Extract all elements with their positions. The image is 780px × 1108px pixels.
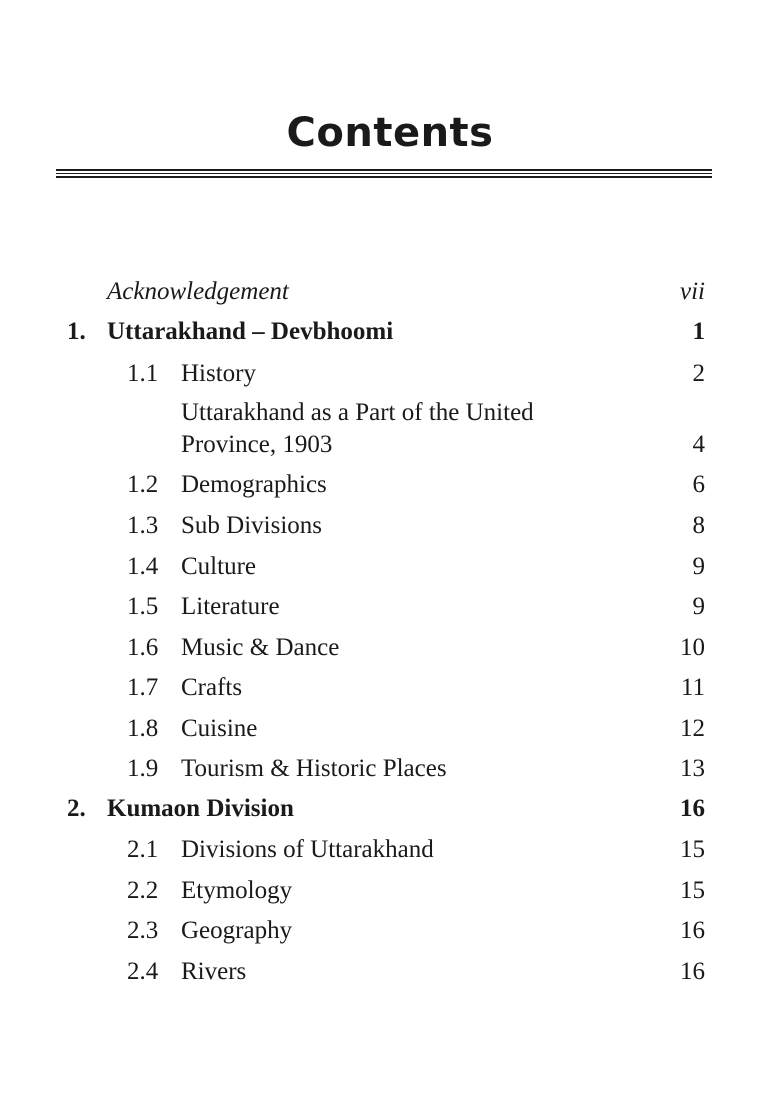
toc-section-page: 16 — [680, 917, 705, 944]
toc-section-page: 6 — [692, 471, 705, 498]
toc-section-page: 8 — [692, 512, 705, 539]
toc-section-label: Rivers — [181, 958, 247, 985]
toc-chapter-number: 2. — [67, 795, 86, 822]
toc-section-page: 9 — [692, 593, 705, 620]
toc-section-label: Geography — [181, 917, 293, 944]
toc-section-label: Literature — [181, 593, 280, 620]
toc-subentry-line2: Province, 1903 — [181, 431, 333, 458]
toc-subentry-page: 4 — [692, 431, 705, 458]
toc-section-number: 2.2 — [127, 877, 159, 904]
toc-section-label: Cuisine — [181, 715, 258, 742]
toc-section-label: Sub Divisions — [181, 512, 323, 539]
toc-chapter-label: Uttarakhand – Devbhoomi — [107, 318, 394, 345]
toc-section-page: 13 — [680, 755, 705, 782]
toc-section-number: 1.2 — [127, 471, 159, 498]
toc-section-number: 1.4 — [127, 553, 159, 580]
toc-chapter-page: 1 — [692, 318, 705, 345]
toc-section-label: Divisions of Uttarakhand — [181, 836, 434, 863]
toc-section-number: 1.3 — [127, 512, 159, 539]
toc-section-label: Culture — [181, 553, 256, 580]
toc-entry-page: vii — [680, 278, 705, 305]
toc-section-label: Demographics — [181, 471, 327, 498]
toc-section-label: Etymology — [181, 877, 293, 904]
toc-entry-label: Acknowledgement — [107, 278, 289, 305]
toc-section-page: 12 — [680, 715, 705, 742]
toc-section-number: 1.9 — [127, 755, 159, 782]
toc-section-label: Tourism & Historic Places — [181, 755, 447, 782]
toc-section-number: 1.1 — [127, 360, 159, 387]
toc-section-number: 1.8 — [127, 715, 159, 742]
toc-section-number: 1.5 — [127, 593, 159, 620]
toc-section-page: 15 — [680, 877, 705, 904]
toc-chapter-page: 16 — [680, 795, 705, 822]
title-rule-bottom — [56, 176, 712, 178]
toc-section-number: 1.6 — [127, 634, 159, 661]
toc-section-label: Music & Dance — [181, 634, 340, 661]
toc-chapter-label: Kumaon Division — [107, 795, 294, 822]
toc-section-number: 2.4 — [127, 958, 159, 985]
toc-section-page: 16 — [680, 958, 705, 985]
title-rule-middle — [56, 173, 712, 174]
toc-section-page: 10 — [680, 634, 705, 661]
toc-section-number: 1.7 — [127, 674, 159, 701]
title-rule-top — [56, 169, 712, 171]
toc-section-page: 9 — [692, 553, 705, 580]
toc-section-label: History — [181, 360, 256, 387]
toc-subentry-line1: Uttarakhand as a Part of the United — [181, 399, 534, 426]
toc-section-number: 2.3 — [127, 917, 159, 944]
toc-section-number: 2.1 — [127, 836, 159, 863]
toc-section-page: 15 — [680, 836, 705, 863]
toc-chapter-number: 1. — [67, 318, 86, 345]
toc-section-label: Crafts — [181, 674, 243, 701]
toc-section-page: 11 — [680, 674, 705, 701]
toc-section-page: 2 — [692, 360, 705, 387]
toc-subentry[interactable] — [0, 397, 780, 461]
page-title: Contents — [286, 110, 494, 156]
